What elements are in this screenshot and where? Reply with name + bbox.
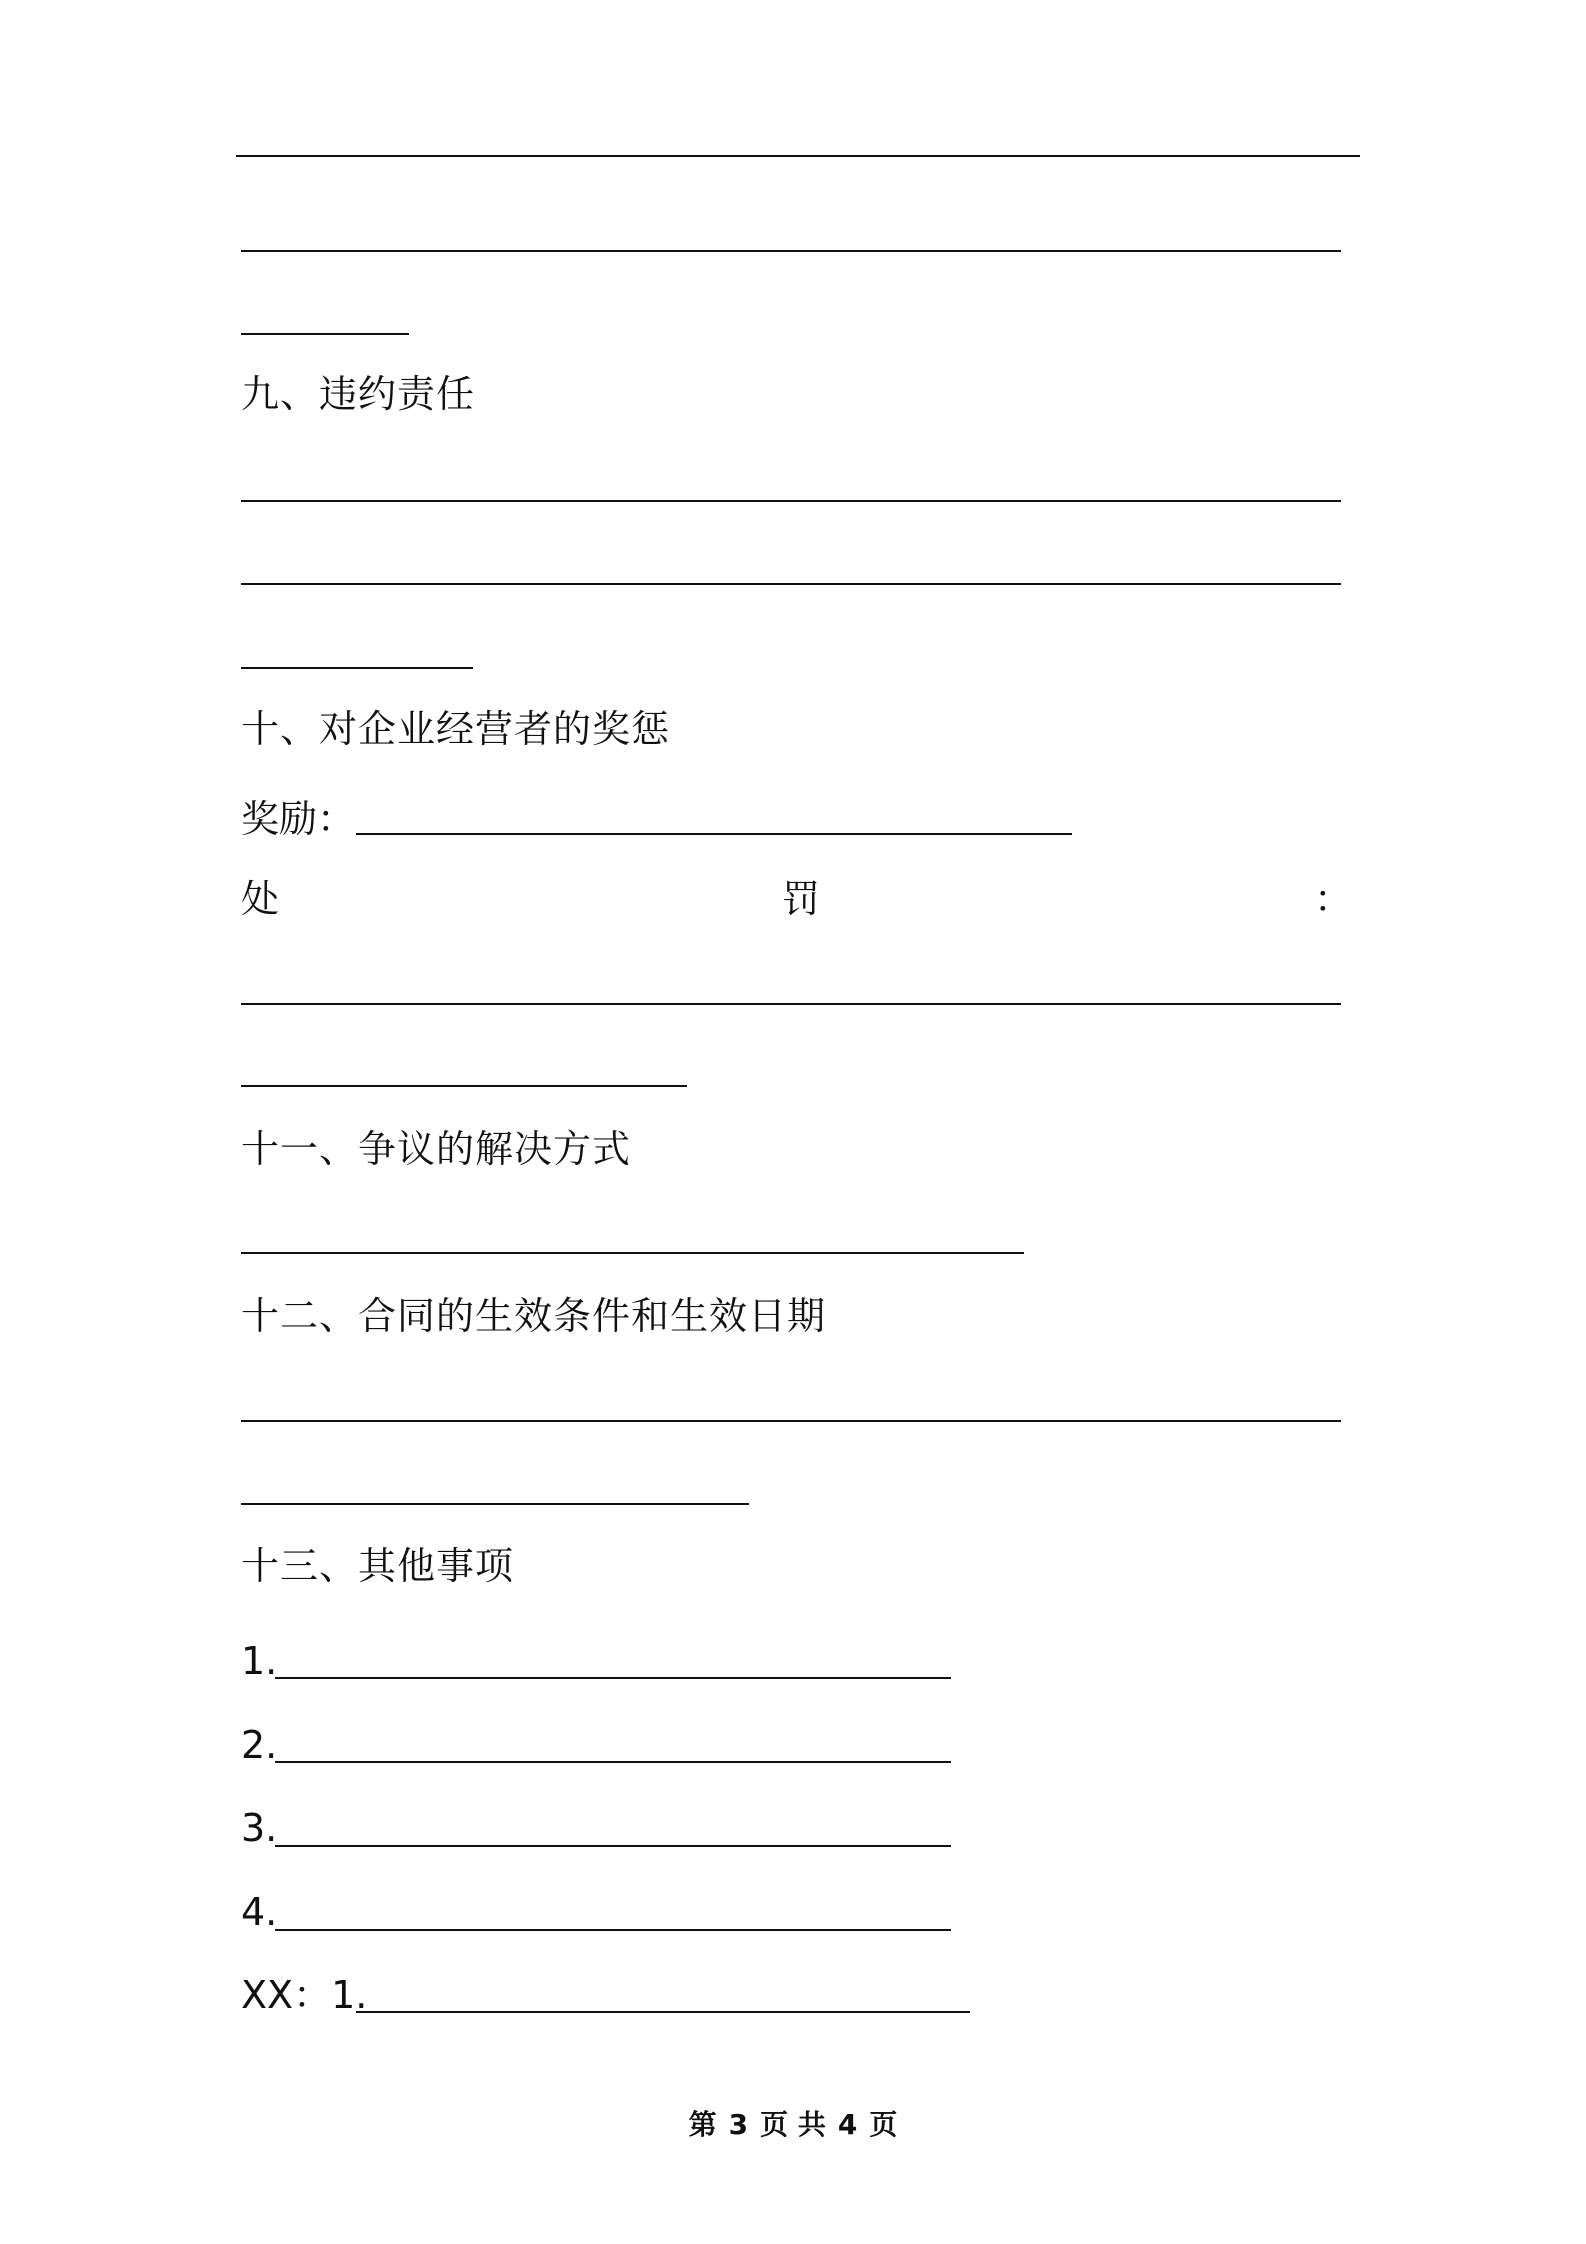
page-footer <box>0 2103 1586 2143</box>
reward-label: 奖励： <box>241 797 356 841</box>
penalty-label-char: 处 <box>241 877 280 921</box>
section-heading-10: 十、对企业经营者的奖惩 <box>241 707 671 751</box>
blank-line <box>241 1252 1024 1254</box>
header-rule <box>236 155 1360 157</box>
footer-total-pages: 4 <box>837 2108 858 2141</box>
footer-suffix: 页 <box>869 2108 898 2141</box>
section-heading-12: 十二、合同的生效条件和生效日期 <box>241 1294 827 1338</box>
item-number: 1. <box>241 1639 278 1683</box>
footer-middle: 页 共 <box>760 2108 826 2141</box>
xx-label: XX：1. <box>241 1973 368 2017</box>
blank-line <box>241 1003 1341 1005</box>
blank-line <box>241 333 409 335</box>
reward-blank <box>356 833 1072 835</box>
section-heading-11: 十一、争议的解决方式 <box>241 1127 632 1171</box>
xx-blank <box>356 2011 970 2013</box>
blank-line <box>241 1503 749 1505</box>
item-blank <box>275 1929 951 1931</box>
footer-page-number: 3 <box>728 2108 749 2141</box>
item-blank <box>275 1845 951 1847</box>
item-number: 2. <box>241 1723 278 1767</box>
blank-line <box>241 667 473 669</box>
penalty-label-char: ： <box>1314 877 1353 921</box>
penalty-label-char: 罚 <box>782 877 821 921</box>
blank-line <box>241 1420 1341 1422</box>
item-blank <box>275 1761 951 1763</box>
section-heading-13: 十三、其他事项 <box>241 1544 515 1588</box>
blank-line <box>241 250 1341 252</box>
item-number: 4. <box>241 1890 278 1934</box>
blank-line <box>241 1085 687 1087</box>
item-blank <box>275 1677 951 1679</box>
blank-line <box>241 583 1341 585</box>
blank-line <box>241 500 1341 502</box>
section-heading-9: 九、违约责任 <box>241 372 476 416</box>
item-number: 3. <box>241 1806 278 1850</box>
footer-prefix: 第 <box>688 2108 717 2141</box>
